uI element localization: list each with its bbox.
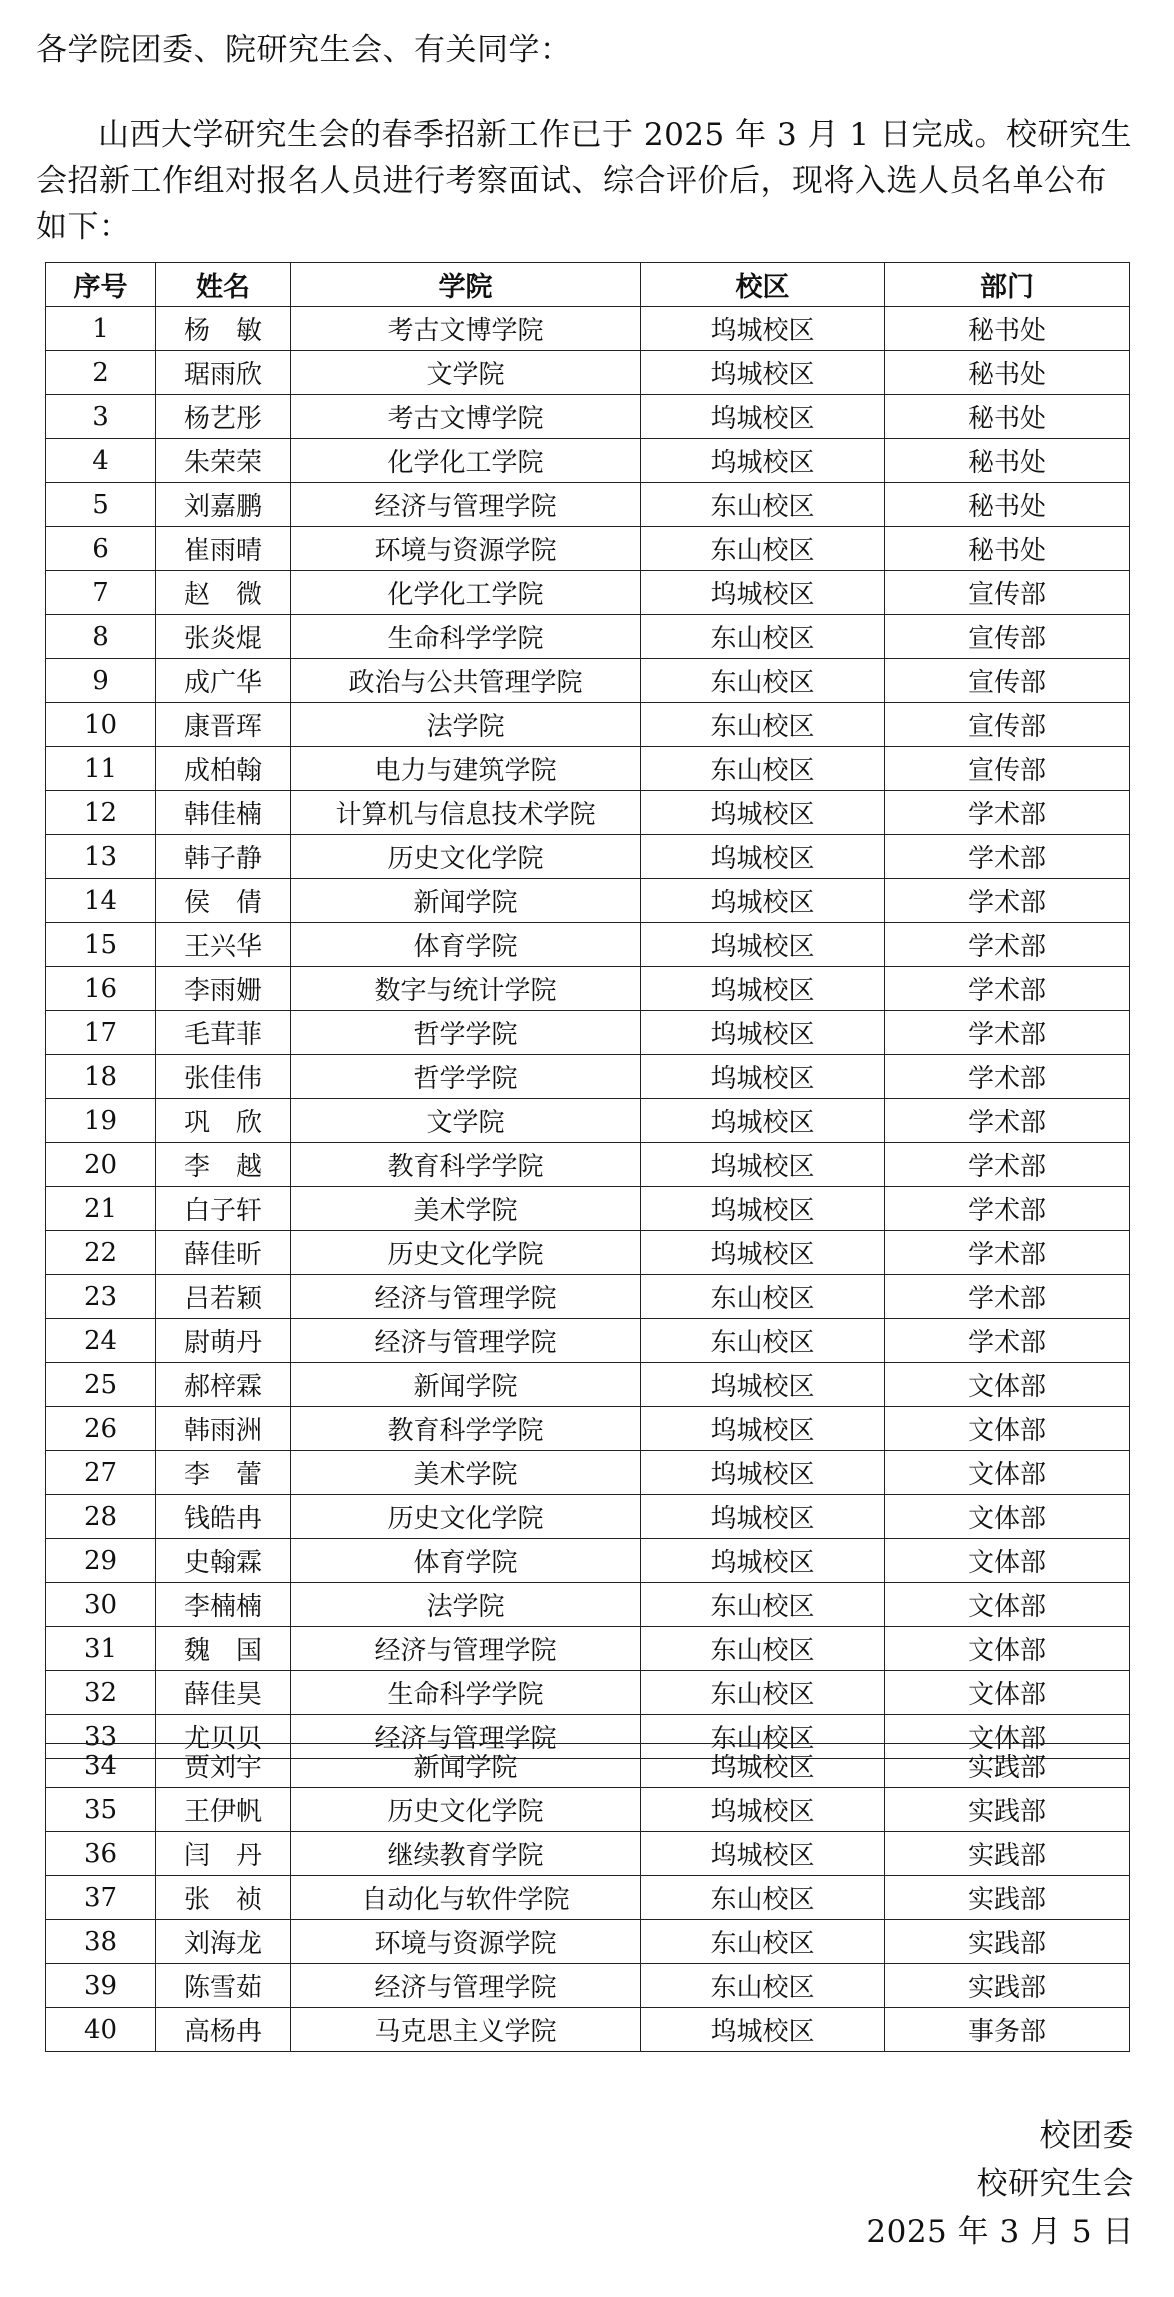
cell-college: 法学院 [291,703,641,747]
cell-number: 29 [46,1539,156,1583]
cell-campus: 坞城校区 [641,967,885,1011]
cell-number: 6 [46,527,156,571]
header-college: 学院 [291,263,641,307]
cell-name: 韩佳楠 [156,791,291,835]
cell-campus: 东山校区 [641,1627,885,1671]
cell-name: 刘嘉鹏 [156,483,291,527]
cell-campus: 东山校区 [641,1876,885,1920]
cell-number: 35 [46,1788,156,1832]
cell-department: 实践部 [885,1788,1130,1832]
cell-department: 秘书处 [885,395,1130,439]
signature-org-2: 校研究生会 [976,2166,1134,2202]
cell-department: 实践部 [885,1964,1130,2008]
cell-number: 4 [46,439,156,483]
cell-name: 李 蕾 [156,1451,291,1495]
cell-department: 文体部 [885,1451,1130,1495]
cell-college: 考古文博学院 [291,395,641,439]
cell-department: 学术部 [885,1055,1130,1099]
cell-department: 实践部 [885,1920,1130,1964]
cell-department: 秘书处 [885,351,1130,395]
cell-campus: 东山校区 [641,1583,885,1627]
cell-college: 化学化工学院 [291,439,641,483]
cell-name: 李雨姗 [156,967,291,1011]
cell-name: 高杨冉 [156,2008,291,2052]
cell-number: 27 [46,1451,156,1495]
cell-number: 21 [46,1187,156,1231]
cell-campus: 东山校区 [641,1319,885,1363]
cell-department: 宣传部 [885,615,1130,659]
table-row [46,1964,1130,2008]
cell-campus: 东山校区 [641,1715,885,1759]
table-row [46,1876,1130,1920]
cell-campus: 东山校区 [641,1964,885,2008]
cell-college: 马克思主义学院 [291,2008,641,2052]
cell-department: 学术部 [885,879,1130,923]
cell-name: 魏 国 [156,1627,291,1671]
table-row [46,1231,1130,1275]
cell-department: 实践部 [885,1744,1130,1788]
table-row [46,703,1130,747]
cell-campus: 坞城校区 [641,923,885,967]
cell-college: 电力与建筑学院 [291,747,641,791]
cell-department: 学术部 [885,1319,1130,1363]
roster-body-part-1 [46,307,1130,1759]
cell-name: 崔雨晴 [156,527,291,571]
cell-department: 学术部 [885,967,1130,1011]
cell-name: 张炎焜 [156,615,291,659]
cell-number: 28 [46,1495,156,1539]
table-row [46,1011,1130,1055]
cell-campus: 东山校区 [641,703,885,747]
cell-number: 31 [46,1627,156,1671]
cell-college: 经济与管理学院 [291,1319,641,1363]
cell-campus: 东山校区 [641,1920,885,1964]
roster-table-part-1 [45,262,1130,1759]
table-row [46,1583,1130,1627]
cell-number: 2 [46,351,156,395]
cell-college: 法学院 [291,1583,641,1627]
cell-number: 26 [46,1407,156,1451]
table-row [46,659,1130,703]
cell-name: 成广华 [156,659,291,703]
cell-name: 朱荣荣 [156,439,291,483]
intro-paragraph: 山西大学研究生会的春季招新工作已于 2025 年 3 月 1 日完成。校研究生会招新工作组对报名人员进行考察面试、综合评价后，现将入选人员名单公布如下： [36,117,1132,245]
cell-college: 新闻学院 [291,879,641,923]
cell-campus: 东山校区 [641,483,885,527]
cell-name: 巩 欣 [156,1099,291,1143]
table-row [46,527,1130,571]
cell-campus: 坞城校区 [641,1231,885,1275]
cell-name: 钱皓冉 [156,1495,291,1539]
cell-campus: 坞城校区 [641,1099,885,1143]
cell-name: 贾刘宇 [156,1744,291,1788]
table-row [46,307,1130,351]
cell-name: 尉萌丹 [156,1319,291,1363]
cell-name: 王伊帆 [156,1788,291,1832]
cell-name: 尤贝贝 [156,1715,291,1759]
cell-name: 康晋珲 [156,703,291,747]
cell-number: 38 [46,1920,156,1964]
cell-name: 琚雨欣 [156,351,291,395]
cell-campus: 坞城校区 [641,1187,885,1231]
cell-college: 历史文化学院 [291,835,641,879]
cell-number: 15 [46,923,156,967]
cell-name: 李楠楠 [156,1583,291,1627]
cell-college: 经济与管理学院 [291,1964,641,2008]
table-row [46,615,1130,659]
cell-college: 环境与资源学院 [291,527,641,571]
table-row [46,1143,1130,1187]
table-row [46,1363,1130,1407]
cell-number: 9 [46,659,156,703]
cell-number: 13 [46,835,156,879]
cell-department: 宣传部 [885,747,1130,791]
cell-number: 36 [46,1832,156,1876]
cell-number: 32 [46,1671,156,1715]
cell-department: 学术部 [885,1187,1130,1231]
cell-department: 实践部 [885,1832,1130,1876]
cell-campus: 东山校区 [641,747,885,791]
cell-name: 郝梓霖 [156,1363,291,1407]
cell-number: 3 [46,395,156,439]
cell-number: 22 [46,1231,156,1275]
table-row [46,1055,1130,1099]
cell-department: 学术部 [885,835,1130,879]
cell-campus: 坞城校区 [641,879,885,923]
cell-campus: 坞城校区 [641,351,885,395]
cell-campus: 坞城校区 [641,1744,885,1788]
cell-campus: 坞城校区 [641,835,885,879]
cell-college: 美术学院 [291,1187,641,1231]
table-row [46,571,1130,615]
cell-college: 政治与公共管理学院 [291,659,641,703]
cell-campus: 坞城校区 [641,1832,885,1876]
cell-campus: 坞城校区 [641,395,885,439]
cell-name: 韩子静 [156,835,291,879]
cell-number: 12 [46,791,156,835]
cell-department: 文体部 [885,1583,1130,1627]
table-row [46,483,1130,527]
header-campus: 校区 [641,263,885,307]
table-row [46,1275,1130,1319]
table-row [46,791,1130,835]
cell-number: 5 [46,483,156,527]
header-number: 序号 [46,263,156,307]
cell-name: 张佳伟 [156,1055,291,1099]
cell-college: 美术学院 [291,1451,641,1495]
cell-number: 1 [46,307,156,351]
signature-date: 2025 年 3 月 5 日 [866,2214,1134,2250]
cell-number: 16 [46,967,156,1011]
table-row [46,747,1130,791]
cell-college: 环境与资源学院 [291,1920,641,1964]
table-row [46,967,1130,1011]
cell-college: 继续教育学院 [291,1832,641,1876]
cell-campus: 坞城校区 [641,439,885,483]
cell-number: 24 [46,1319,156,1363]
cell-name: 吕若颖 [156,1275,291,1319]
cell-number: 7 [46,571,156,615]
table-row [46,2008,1130,2052]
cell-number: 34 [46,1744,156,1788]
cell-college: 经济与管理学院 [291,1715,641,1759]
cell-number: 25 [46,1363,156,1407]
signature-block [866,2112,1134,2256]
cell-department: 学术部 [885,1231,1130,1275]
table-row [46,1099,1130,1143]
cell-name: 杨艺彤 [156,395,291,439]
cell-number: 10 [46,703,156,747]
table-row [46,1319,1130,1363]
table-row [46,1187,1130,1231]
cell-number: 23 [46,1275,156,1319]
cell-college: 文学院 [291,351,641,395]
cell-department: 宣传部 [885,703,1130,747]
cell-number: 19 [46,1099,156,1143]
cell-campus: 坞城校区 [641,1055,885,1099]
cell-department: 学术部 [885,923,1130,967]
cell-number: 11 [46,747,156,791]
cell-department: 文体部 [885,1671,1130,1715]
table-row [46,835,1130,879]
signature-org-1: 校团委 [1039,2118,1134,2154]
cell-campus: 坞城校区 [641,1788,885,1832]
cell-number: 18 [46,1055,156,1099]
cell-name: 韩雨洲 [156,1407,291,1451]
cell-college: 经济与管理学院 [291,1627,641,1671]
cell-department: 宣传部 [885,659,1130,703]
table-row [46,1920,1130,1964]
cell-name: 王兴华 [156,923,291,967]
cell-number: 37 [46,1876,156,1920]
cell-college: 历史文化学院 [291,1788,641,1832]
cell-department: 秘书处 [885,483,1130,527]
cell-number: 20 [46,1143,156,1187]
cell-name: 陈雪茹 [156,1964,291,2008]
cell-department: 文体部 [885,1715,1130,1759]
table-header-row [46,263,1130,307]
cell-campus: 坞城校区 [641,1011,885,1055]
table-row [46,1788,1130,1832]
cell-department: 学术部 [885,791,1130,835]
table-row [46,879,1130,923]
cell-college: 体育学院 [291,923,641,967]
table-row [46,1671,1130,1715]
cell-campus: 坞城校区 [641,1495,885,1539]
cell-campus: 坞城校区 [641,1407,885,1451]
cell-college: 经济与管理学院 [291,483,641,527]
cell-department: 学术部 [885,1275,1130,1319]
cell-name: 史翰霖 [156,1539,291,1583]
cell-number: 40 [46,2008,156,2052]
header-name: 姓名 [156,263,291,307]
table-row [46,923,1130,967]
cell-number: 17 [46,1011,156,1055]
cell-department: 事务部 [885,2008,1130,2052]
cell-campus: 坞城校区 [641,307,885,351]
cell-campus: 坞城校区 [641,791,885,835]
cell-number: 33 [46,1715,156,1759]
cell-department: 文体部 [885,1539,1130,1583]
cell-college: 经济与管理学院 [291,1275,641,1319]
cell-name: 薛佳昕 [156,1231,291,1275]
cell-name: 毛茸菲 [156,1011,291,1055]
cell-college: 教育科学学院 [291,1407,641,1451]
cell-number: 39 [46,1964,156,2008]
cell-college: 哲学学院 [291,1011,641,1055]
cell-college: 哲学学院 [291,1055,641,1099]
cell-name: 侯 倩 [156,879,291,923]
cell-department: 实践部 [885,1876,1130,1920]
cell-campus: 东山校区 [641,527,885,571]
table-row [46,351,1130,395]
cell-campus: 坞城校区 [641,2008,885,2052]
table-row [46,1495,1130,1539]
cell-number: 30 [46,1583,156,1627]
cell-college: 自动化与软件学院 [291,1876,641,1920]
cell-college: 新闻学院 [291,1744,641,1788]
cell-campus: 东山校区 [641,615,885,659]
table-row [46,1744,1130,1788]
cell-number: 8 [46,615,156,659]
table-row [46,1451,1130,1495]
table-row [46,439,1130,483]
cell-name: 杨 敏 [156,307,291,351]
cell-name: 白子轩 [156,1187,291,1231]
table-row [46,1627,1130,1671]
cell-department: 秘书处 [885,527,1130,571]
table-row [46,1407,1130,1451]
cell-campus: 坞城校区 [641,1539,885,1583]
cell-campus: 坞城校区 [641,1363,885,1407]
cell-campus: 东山校区 [641,659,885,703]
cell-name: 张 祯 [156,1876,291,1920]
cell-name: 闫 丹 [156,1832,291,1876]
cell-department: 宣传部 [885,571,1130,615]
table-row [46,1832,1130,1876]
cell-college: 考古文博学院 [291,307,641,351]
table-row [46,395,1130,439]
cell-college: 新闻学院 [291,1363,641,1407]
cell-college: 生命科学学院 [291,615,641,659]
cell-college: 生命科学学院 [291,1671,641,1715]
cell-department: 秘书处 [885,439,1130,483]
cell-campus: 东山校区 [641,1671,885,1715]
cell-college: 历史文化学院 [291,1495,641,1539]
cell-name: 薛佳昊 [156,1671,291,1715]
cell-department: 文体部 [885,1627,1130,1671]
header-department: 部门 [885,263,1130,307]
salutation: 各学院团委、院研究生会、有关同学： [36,32,572,68]
cell-department: 文体部 [885,1495,1130,1539]
cell-name: 成柏翰 [156,747,291,791]
roster-table-part-2 [45,1743,1130,2052]
cell-department: 学术部 [885,1011,1130,1055]
cell-name: 赵 微 [156,571,291,615]
cell-college: 教育科学学院 [291,1143,641,1187]
cell-college: 数字与统计学院 [291,967,641,1011]
cell-campus: 坞城校区 [641,1143,885,1187]
roster-body-part-2 [46,1744,1130,2052]
cell-college: 体育学院 [291,1539,641,1583]
cell-department: 文体部 [885,1407,1130,1451]
cell-campus: 坞城校区 [641,571,885,615]
cell-college: 化学化工学院 [291,571,641,615]
cell-name: 刘海龙 [156,1920,291,1964]
cell-department: 学术部 [885,1099,1130,1143]
cell-campus: 坞城校区 [641,1451,885,1495]
cell-college: 文学院 [291,1099,641,1143]
cell-department: 秘书处 [885,307,1130,351]
cell-college: 计算机与信息技术学院 [291,791,641,835]
cell-college: 历史文化学院 [291,1231,641,1275]
cell-department: 文体部 [885,1363,1130,1407]
cell-name: 李 越 [156,1143,291,1187]
table-row [46,1539,1130,1583]
cell-department: 学术部 [885,1143,1130,1187]
cell-campus: 东山校区 [641,1275,885,1319]
cell-number: 14 [46,879,156,923]
